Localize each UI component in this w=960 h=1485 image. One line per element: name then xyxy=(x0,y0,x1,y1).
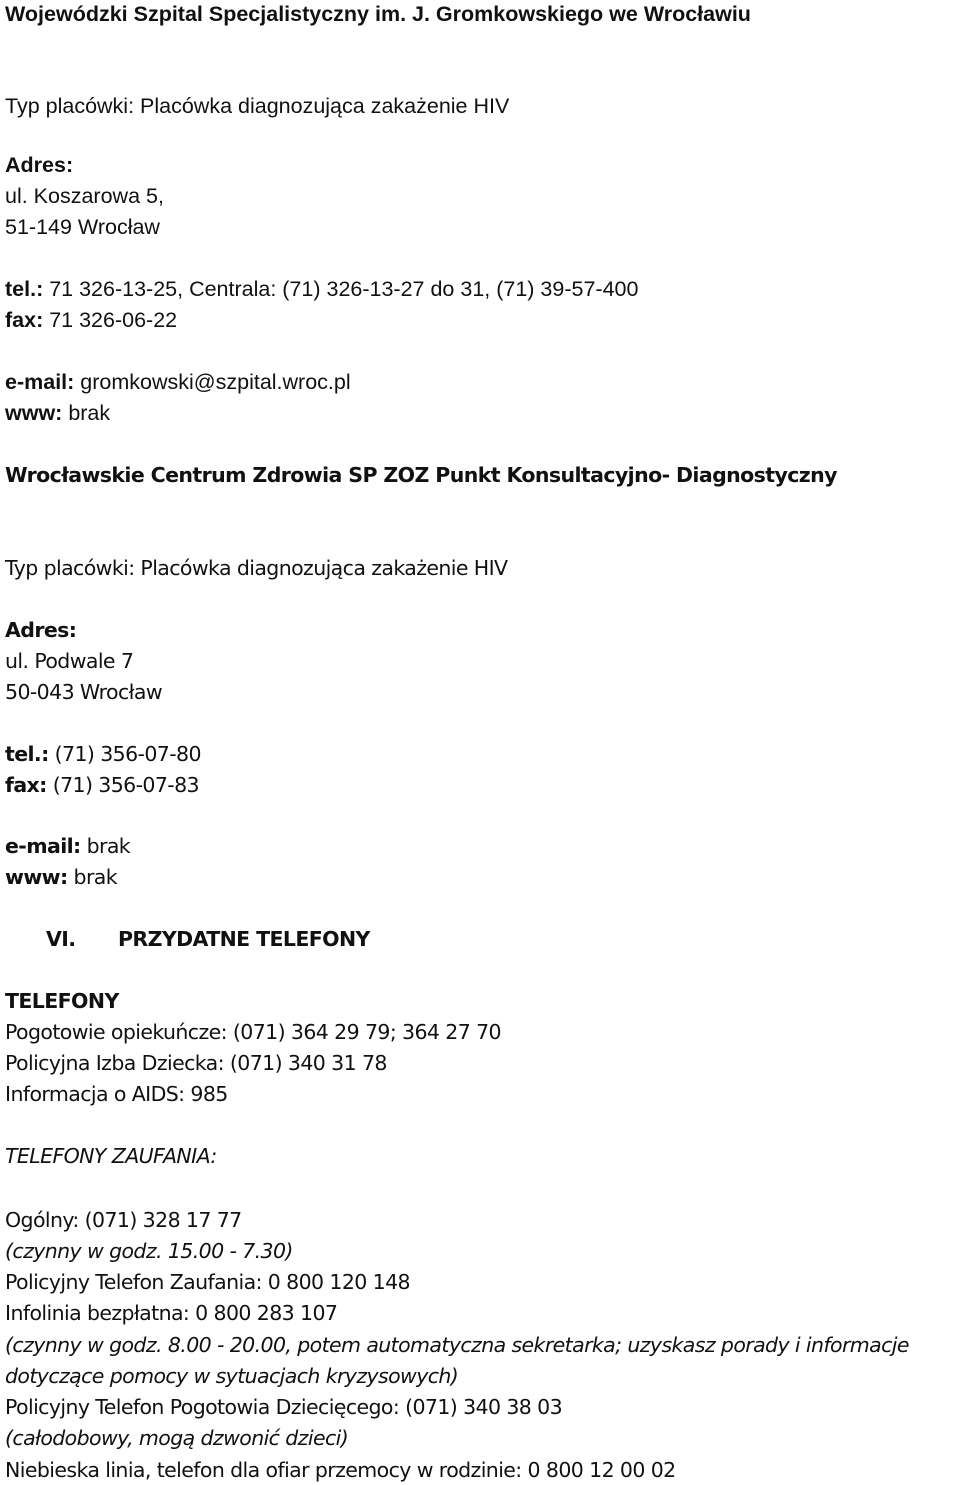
entry1-name: Wojewódzki Szpital Specjalistyczny im. J. Gromkowskiego we Wrocławiu xyxy=(5,2,751,26)
entry2-address-label: Adres: xyxy=(5,618,77,642)
entry2-fax-label: fax: xyxy=(5,773,47,797)
phones-line: Pogotowie opiekuńcze: (071) 364 29 79; 364 27 70 xyxy=(5,1020,501,1044)
trust-line-note: (czynny w godz. 15.00 - 7.30) xyxy=(5,1239,293,1263)
trust-line: Niebieska linia, telefon dla ofiar przemocy w rodzinie: 0 800 12 00 02 xyxy=(5,1458,676,1482)
entry1-fax xyxy=(5,306,177,334)
entry2-type: Typ placówki: Placówka diagnozująca zakażenie HIV xyxy=(5,556,508,580)
phones-line: Policyjna Izba Dziecka: (071) 340 31 78 xyxy=(5,1051,387,1075)
trust-line: Ogólny: (071) 328 17 77 xyxy=(5,1208,242,1232)
entry1-address-label: Adres: xyxy=(5,153,74,177)
phones-heading: TELEFONY xyxy=(5,989,119,1013)
trust-line: Policyjny Telefon Pogotowia Dziecięcego: (071) 340 38 03 xyxy=(5,1395,563,1419)
entry2-tel-label: tel.: xyxy=(5,742,49,766)
entry1-www-value: brak xyxy=(62,401,111,425)
entry2-fax-value: (71) 356-07-83 xyxy=(46,773,199,797)
trust-line-note: dotyczące pomocy w sytuacjach kryzysowych) xyxy=(5,1364,459,1388)
entry2-www xyxy=(5,863,117,891)
entry2-fax xyxy=(5,771,199,799)
entry2-email-value: brak xyxy=(80,834,131,858)
entry1-fax-value: 71 326-06-22 xyxy=(43,308,178,332)
entry2-www-value: brak xyxy=(67,865,118,889)
trust-heading: TELEFONY ZAUFANIA: xyxy=(5,1144,217,1168)
entry2-email-label: e-mail: xyxy=(5,834,81,858)
entry1-address-street: ul. Koszarowa 5, xyxy=(5,184,164,208)
entry2-address-city: 50-043 Wrocław xyxy=(5,680,163,704)
entry1-email xyxy=(5,368,351,396)
entry1-tel-value: 71 326-13-25, Centrala: (71) 326-13-27 do 31, (71) 39-57-400 xyxy=(43,277,639,301)
entry1-tel-label: tel.: xyxy=(5,277,44,301)
entry2-tel-value: (71) 356-07-80 xyxy=(48,742,201,766)
entry1-fax-label: fax: xyxy=(5,308,44,332)
entry1-email-value: gromkowski@szpital.wroc.pl xyxy=(74,370,351,394)
entry1-www-label: www: xyxy=(5,401,63,425)
entry2-name: Wrocławskie Centrum Zdrowia SP ZOZ Punkt Konsultacyjno- Diagnostyczny xyxy=(5,463,837,487)
entry2-address-street: ul. Podwale 7 xyxy=(5,649,134,673)
trust-line: Infolinia bezpłatna: 0 800 283 107 xyxy=(5,1301,338,1325)
entry2-tel xyxy=(5,740,201,768)
entry1-type: Typ placówki: Placówka diagnozująca zakażenie HIV xyxy=(5,94,510,118)
entry2-www-label: www: xyxy=(5,865,68,889)
entry1-tel xyxy=(5,275,638,303)
trust-line-note: (czynny w godz. 8.00 - 20.00, potem automatyczna sekretarka; uzyskasz porady i informacje xyxy=(5,1333,909,1357)
section-title: PRZYDATNE TELEFONY xyxy=(118,927,370,951)
entry1-www xyxy=(5,399,110,427)
phones-line: Informacja o AIDS: 985 xyxy=(5,1082,228,1106)
entry1-email-label: e-mail: xyxy=(5,370,75,394)
section-number: VI. xyxy=(46,927,76,951)
trust-line-note: (całodobowy, mogą dzwonić dzieci) xyxy=(5,1426,349,1450)
trust-line: Policyjny Telefon Zaufania: 0 800 120 148 xyxy=(5,1270,410,1294)
entry2-email xyxy=(5,832,130,860)
entry1-address-city: 51-149 Wrocław xyxy=(5,215,160,239)
